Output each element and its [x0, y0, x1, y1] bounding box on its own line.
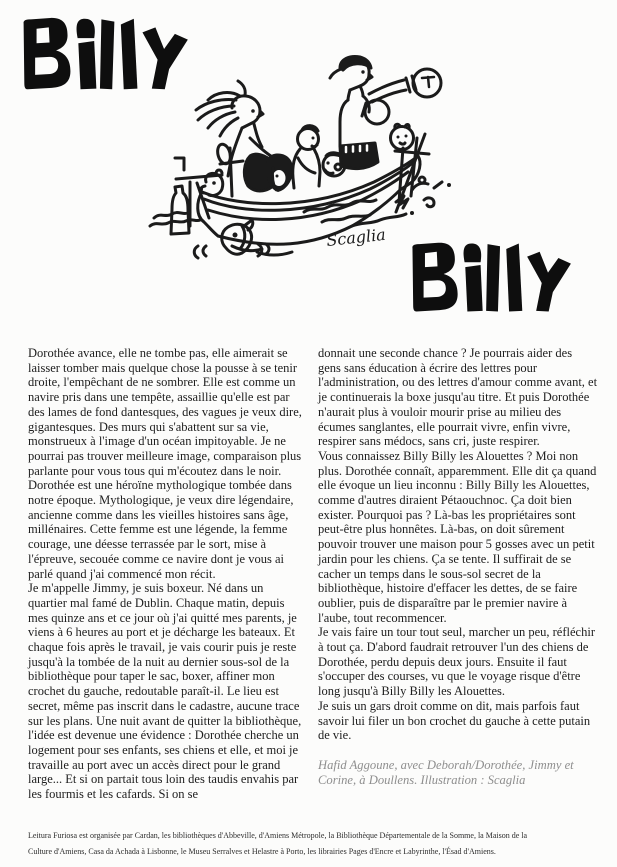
illustration-signature: Scaglia — [325, 224, 387, 250]
author-credit-line: Hafid Aggoune, avec Deborah/Dorothée, Jimmy et Corine, à Doullens. Illustration : Scaglia — [318, 757, 574, 788]
footer-line: Leitura Furiosa est organisée par Cardan, les bibliothèques d'Abbeville, d'Amiens Métropole, la Bibliothèque Départementale de la Somme, la Maison de la — [28, 831, 528, 840]
paragraph: donnait une seconde chance ? Je pourrais aider des gens sans éducation à écrire des lettres pour l'administration, ou des lettres d'amour comme avant, et je continuerais la boxe jusqu'au titre. Et puis Dorothée n'aurait plus à vouloir mourir prise au milieu des écumes sanglantes, elle pourrait vivre, enfin vivre, respirer sans médocs, sans cri, juste respirer. — [318, 346, 598, 449]
paragraph: Vous connaissez Billy Billy les Alouettes ? Moi non plus. Dorothée connaît, apparemment. Elle dit ça quand elle évoque un lieu inconnu : Billy Billy les Alouettes, comme d'autres diraient Pétaouchnoc. Ça doit bien exister. Pourquoi pas ? Là-bas les propriétaires sont peut-être plus honnêtes. Là-bas, on doit sûrement pouvoir trouver une maison pour 5 gosses avec un petit jardin pour les chiens. Ça se tente. Il suffirait de se cacher un temps dans le sous-sol secret de la bibliothèque, histoire d'effacer les dettes, de se faire oublier, puis de disparaître par le premier navire à l'aube, tout recommencer. — [318, 448, 597, 625]
paragraph: Je m'appelle Jimmy, je suis boxeur. Né dans un quartier mal famé de Dublin. Chaque matin, depuis mes quinze ans et ce jour où j'ai quitté mes parents, je viens à 6 heures au port et je décharge les bateaux. Et chaque fois après le travail, je vais courir puis je reste jusqu'à la tombée de la nuit au dernier sous-sol de la bibliothèque pour taper le sac, boxer, affiner mon crochet du gauche, redoutable paraît-il. Le lieu est secret, même pas inscrit dans le cadastre, aucune trace sur les plans. Une nuit avant de quitter la bibliothèque, l'idée est devenue une évidence : Dorothée cherche un logement pour ses enfants, ses chiens et elle, et moi je travaille au port avec un accès direct pour le grand large... Et si on partait tous loin des taudis envahis par les fourmis et les cafards. Si on se — [28, 581, 302, 802]
article-column-right — [318, 346, 598, 789]
boy-figure — [293, 126, 320, 188]
paragraph: Je suis un gars droit comme on dit, mais parfois faut savoir lui filer un bon crochet du gauche à cette putain de vie. — [318, 698, 591, 743]
footer-note — [28, 828, 596, 859]
paragraph: Je vais faire un tour tout seul, marcher un peu, réfléchir à tout ça. D'abord faudrait retrouver l'un des chiens de Dorothée, perdu depuis deux jours. Ensuite il faut s'occuper des courses, vu que le voyage risque d'être long jusqu'à Billy Billy les Alouettes. — [318, 625, 595, 699]
girl-figure — [267, 153, 293, 192]
footer-line: Culture d'Amiens, Casa da Achada à Lisbonne, le Museu Serralves et Helastre à Porto, les librairies Pages d'Encre et Labyrinthe, l'Ésad d'Amiens. — [28, 846, 496, 856]
paragraph: Dorothée avance, elle ne tombe pas, elle aimerait se laisser tomber mais quelque chose la pousse à se tenir droite, l'empêchant de ne sombrer. Elle est comme un navire pris dans une tempête, assaillie qu'elle est par des lames de fond dantesques, des vagues je veux dire, gigantesques. Des murs qui s'abattent sur sa vie, monstrueux à l'image d'un océan impitoyable. Je ne pourrai pas trouver meilleure image, comparaison plus parlante pour vous tous qui m'écoutez dans le noir. Dorothée est une héroïne mythologique tombée dans notre époque. Mythologique, je veux dire légendaire, ancienne comme dans les vieilles histoires sans âge, millénaires. Cette femme est une légende, la femme courage, une déesse terrassée par le sort, mise à l'épreuve, secouée comme ce navire dont je vous ai parlé quand j'ai commencé mon récit. — [28, 346, 302, 581]
article-column-left — [28, 346, 305, 802]
woman-figure — [196, 81, 277, 196]
boxer-figure — [330, 56, 441, 168]
baby-figure — [391, 124, 414, 149]
boat-family-illustration — [112, 50, 468, 270]
